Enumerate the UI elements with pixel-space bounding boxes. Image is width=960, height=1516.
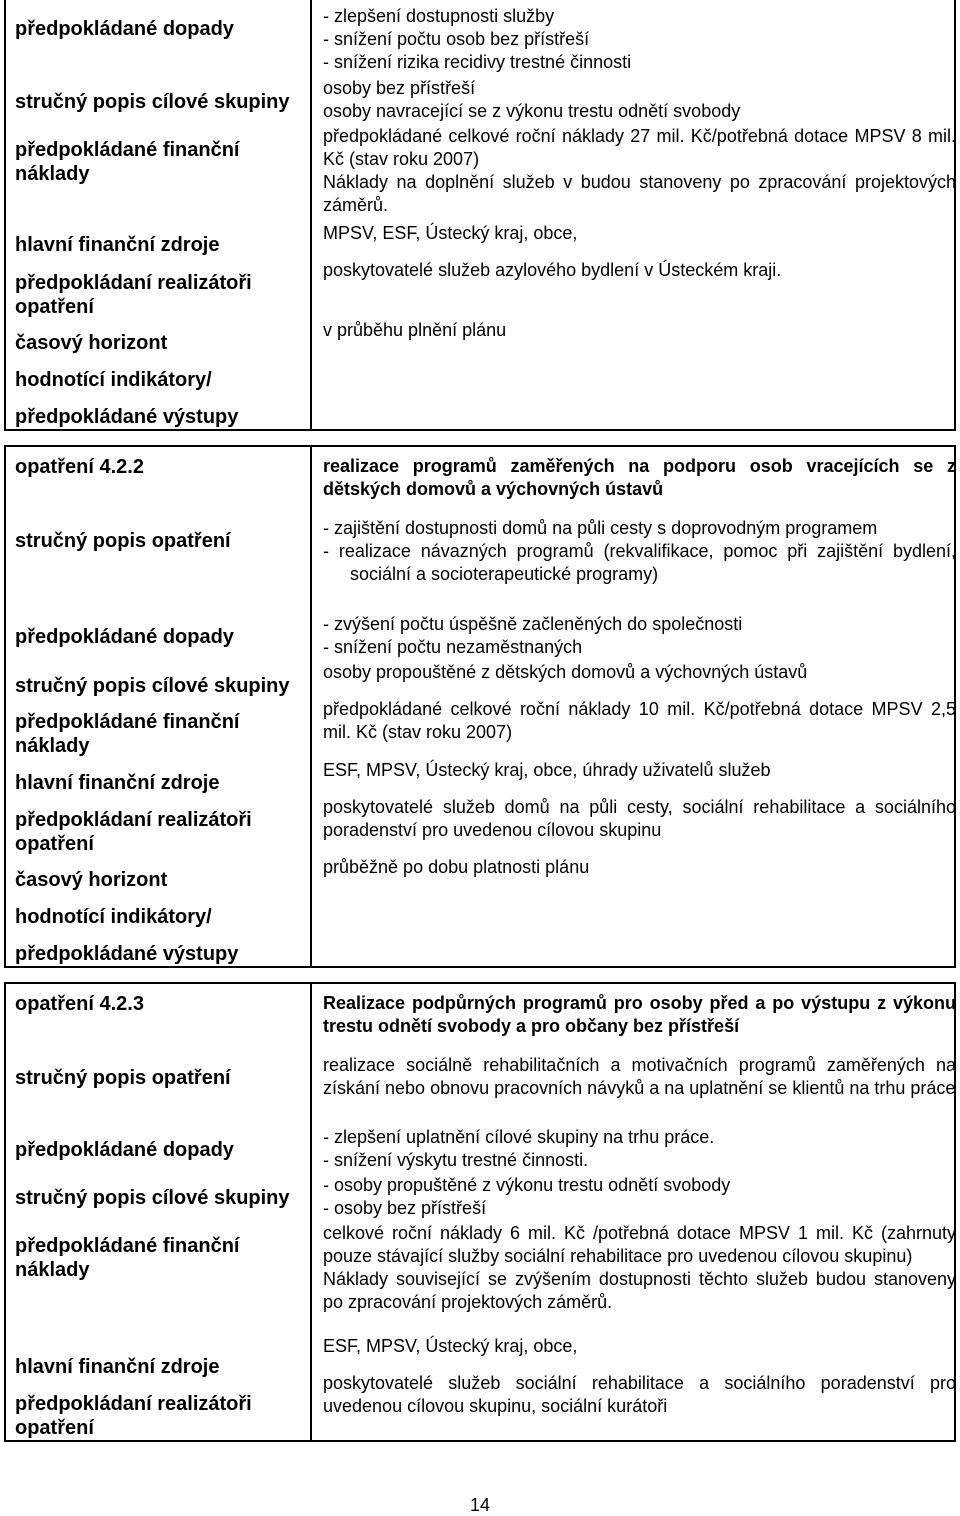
row-value: průběžně po dobu platnosti plánu — [323, 857, 590, 877]
row-label: stručný popis cílové skupiny — [15, 91, 290, 113]
row-label: stručný popis cílové skupiny — [15, 1187, 290, 1209]
measure-title: Realizace podpůrných programů pro osoby před a po výstupu z výkonu trestu odnětí svobody a pro občany bez přístřeší — [323, 993, 956, 1036]
row-label: hlavní finanční zdroje — [15, 1356, 220, 1378]
row-label: hlavní finanční zdroje — [15, 234, 220, 256]
row-value: - zlepšení dostupnosti služby - snížení počtu osob bez přístřeší - snížení rizika recidivy trestné činnosti — [323, 6, 632, 72]
row-value: ESF, MPSV, Ústecký kraj, obce, — [323, 1336, 578, 1356]
row-value: - zajištění dostupnosti domů na půli cesty s doprovodným programem - realizace návazných programů (rekvalifikace, pomoc při zajištění bydlení, sociální a socioterapeutické programy) — [323, 518, 956, 584]
page-number: 14 — [469, 1495, 491, 1515]
measure-number: opatření 4.2.3 — [15, 993, 144, 1015]
row-value: poskytovatelé služeb azylového bydlení v Ústeckém kraji. — [323, 260, 782, 280]
row-label: předpokládané dopady — [15, 1139, 234, 1161]
row-label: předpokládané dopady — [15, 626, 234, 648]
measure-table-4-2-3 — [4, 982, 956, 1442]
row-label: předpokládaní realizátoři opatření — [15, 272, 252, 318]
row-value: v průběhu plnění plánu — [323, 320, 507, 340]
table-border-bottom — [4, 1440, 956, 1442]
row-label: předpokládané finanční náklady — [15, 1235, 240, 1281]
measure-table-continued — [4, 0, 956, 431]
row-value: - osoby propuštěné z výkonu trestu odnětí svobody - osoby bez přístřeší — [323, 1175, 731, 1218]
row-label: předpokládané dopady — [15, 18, 234, 40]
row-label: předpokládaní realizátoři opatření — [15, 1393, 252, 1439]
measure-table-4-2-2 — [4, 445, 956, 968]
row-value: ESF, MPSV, Ústecký kraj, obce, úhrady uživatelů služeb — [323, 760, 771, 780]
table-border-left — [4, 0, 6, 431]
row-label: stručný popis opatření — [15, 530, 231, 552]
row-label: stručný popis opatření — [15, 1067, 231, 1089]
row-value: předpokládané celkové roční náklady 27 mil. Kč/potřebná dotace MPSV 8 mil. Kč (stav roku 2007) Náklady na doplnění služeb v budou stanoveny po zpracování projektových záměrů. — [323, 126, 956, 215]
row-label: předpokládané výstupy — [15, 943, 239, 965]
row-value: poskytovatelé služeb sociální rehabilitace a sociálního poradenství pro uvedenou cílovou skupinu, sociální kurátoři — [323, 1373, 956, 1416]
row-value: osoby bez přístřeší osoby navracející se z výkonu trestu odnětí svobody — [323, 78, 741, 121]
row-label: předpokládané výstupy — [15, 406, 239, 428]
row-label: hodnotící indikátory/ — [15, 906, 212, 928]
table-border-top — [4, 445, 956, 447]
row-value: osoby propouštěné z dětských domovů a výchovných ústavů — [323, 662, 808, 682]
row-label: hodnotící indikátory/ — [15, 369, 212, 391]
row-label: předpokládané finanční náklady — [15, 139, 240, 185]
measure-title: realizace programů zaměřených na podporu osob vracejících se z dětských domovů a výchovných ústavů — [323, 456, 956, 499]
row-label: předpokládaní realizátoři opatření — [15, 809, 252, 855]
table-border-bottom — [4, 429, 956, 431]
row-value: poskytovatelé služeb domů na půli cesty, sociální rehabilitace a sociálního poradenství pro uvedenou cílovou skupinu — [323, 797, 956, 840]
row-value: - zlepšení uplatnění cílové skupiny na trhu práce. - snížení výskytu trestné činnosti. — [323, 1127, 715, 1170]
row-label: stručný popis cílové skupiny — [15, 675, 290, 697]
row-value: - zvýšení počtu úspěšně začleněných do společnosti - snížení počtu nezaměstnaných — [323, 614, 743, 657]
row-value: předpokládané celkové roční náklady 10 mil. Kč/potřebná dotace MPSV 2,5 mil. Kč (stav roku 2007) — [323, 699, 956, 742]
row-label: hlavní finanční zdroje — [15, 772, 220, 794]
row-value: realizace sociálně rehabilitačních a motivačních programů zaměřených na získání nebo obnovu pracovních návyků a na uplatnění se klientů na trhu práce — [323, 1055, 956, 1098]
table-border-bottom — [4, 966, 956, 968]
row-value: MPSV, ESF, Ústecký kraj, obce, — [323, 223, 578, 243]
row-label: časový horizont — [15, 332, 168, 354]
row-label: předpokládané finanční náklady — [15, 711, 240, 757]
measure-number: opatření 4.2.2 — [15, 456, 144, 478]
row-value: celkové roční náklady 6 mil. Kč /potřebná dotace MPSV 1 mil. Kč (zahrnuty pouze stávající služby sociální rehabilitace pro uvedenou cílovou skupinu) Náklady související se zvýšením dostupnosti těchto služeb budou stanoveny po zpracování projektových záměrů. — [323, 1223, 956, 1312]
table-border-top — [4, 982, 956, 984]
row-label: časový horizont — [15, 869, 168, 891]
